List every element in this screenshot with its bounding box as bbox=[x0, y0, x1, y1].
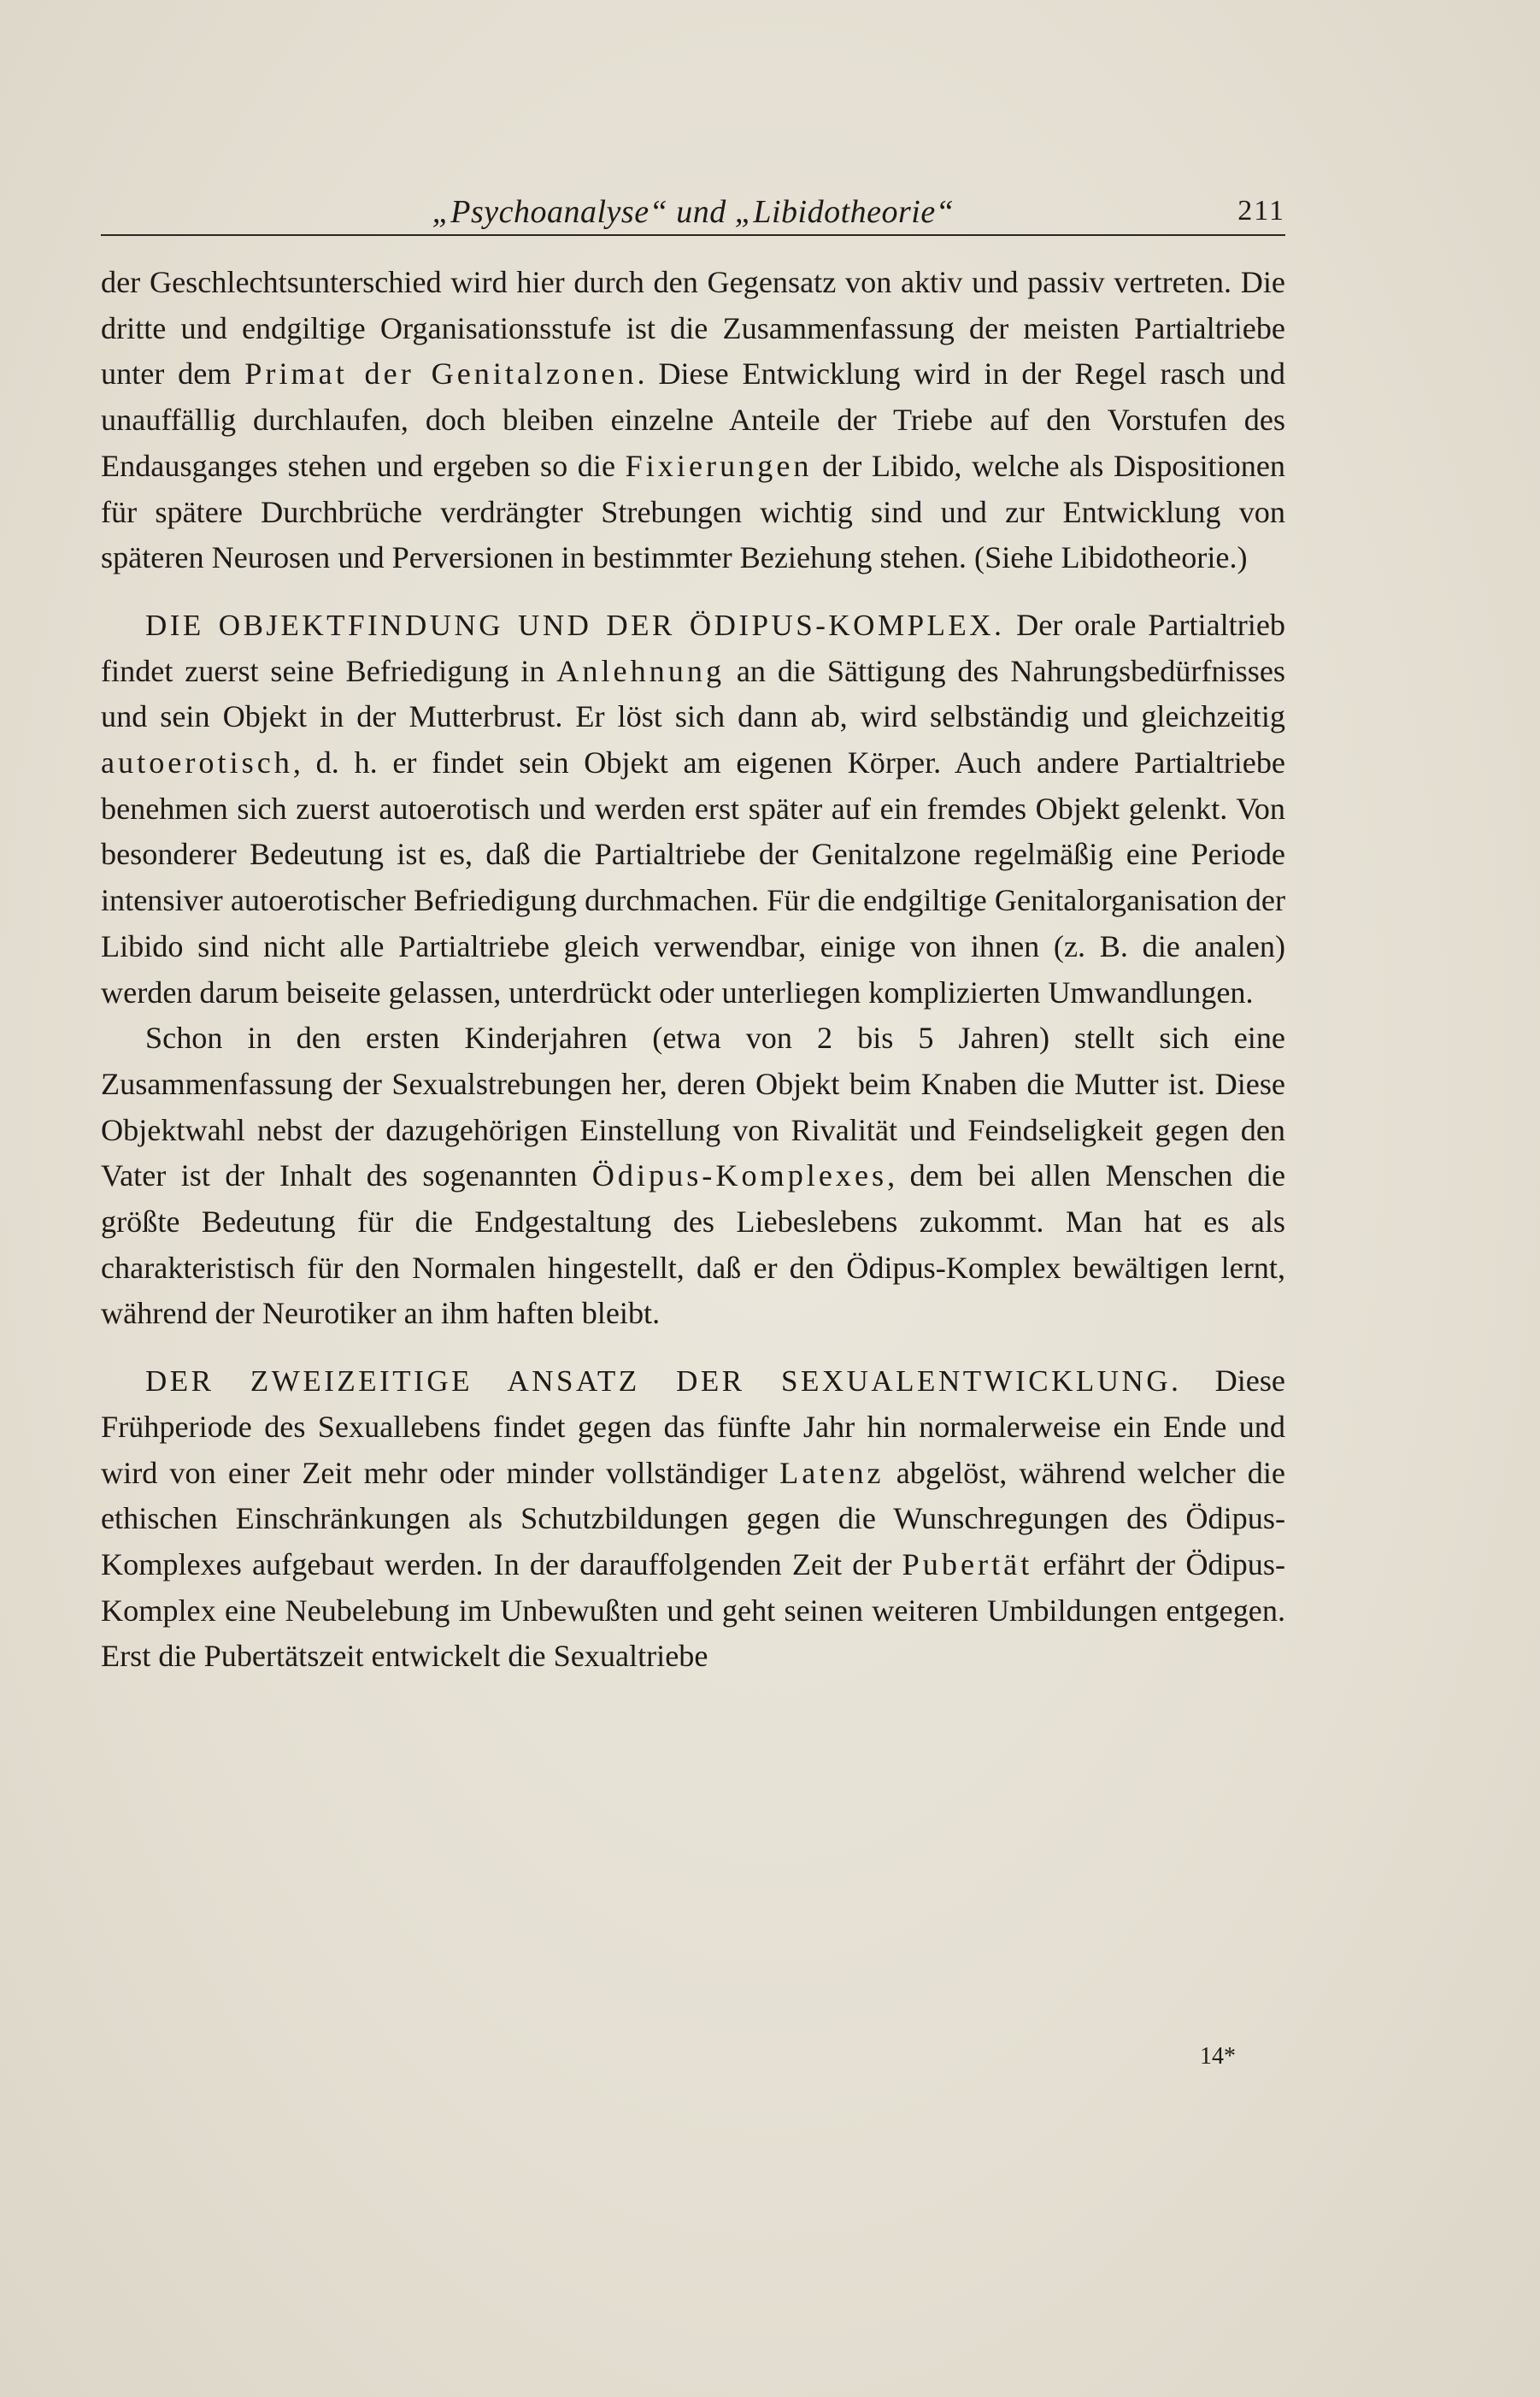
text-run: Der orale Partialtrieb findet zuerst seine Befriedigung in bbox=[101, 607, 1285, 688]
page-number: 211 bbox=[1237, 195, 1285, 227]
text-run: der Libido, welche als Dispositionen für spätere Durchbrüche verdrängter Strebungen wichtig sind und zur Entwicklung von späteren Neurosen und Perversionen in bestimmter Beziehung stehen. (Siehe Libidotheorie.) bbox=[101, 448, 1285, 575]
signature-mark: 14* bbox=[1200, 2043, 1236, 2070]
body-text bbox=[101, 260, 1285, 1680]
text-run: Diese Frühperiode des Sexuallebens findet gegen das fünfte Jahr hin normalerweise ein Ende und wird von einer Zeit mehr oder minder vollständiger bbox=[101, 1363, 1285, 1490]
spaced-emphasis: Pubertät bbox=[902, 1546, 1033, 1581]
spaced-emphasis: Fixierungen bbox=[625, 448, 813, 483]
paragraph-1 bbox=[101, 260, 1285, 581]
spaced-emphasis: Latenz bbox=[779, 1455, 885, 1490]
running-title: „Psychoanalyse“ und „Libidotheorie“ bbox=[432, 194, 955, 230]
section-heading-zweizeitiger-ansatz: DER ZWEIZEITIGE ANSATZ DER SEXUALENTWICKLUNG. bbox=[145, 1364, 1182, 1399]
paragraph-3 bbox=[101, 1016, 1285, 1337]
text-run: der Geschlechtsunterschied wird hier durch den Gegensatz von aktiv und passiv vertreten. Die dritte und endgiltige Organisationsstufe ist die Zusammenfassung der meisten Partialtriebe unter dem bbox=[101, 265, 1285, 392]
spaced-emphasis: autoerotisch bbox=[101, 745, 293, 780]
spaced-emphasis: Ödipus-Komplexes bbox=[591, 1158, 888, 1193]
section-heading-objektfindung: DIE OBJEKTFINDUNG UND DER ÖDIPUS-KOMPLEX. bbox=[145, 608, 1005, 642]
spaced-emphasis: Primat der Genitalzonen bbox=[244, 356, 638, 392]
text-run: Schon in den ersten Kinderjahren (etwa von 2 bis 5 Jahren) stellt sich eine Zusammenfassung der Sexualstrebungen her, deren Objekt beim Knaben die Mutter ist. Diese Objektwahl nebst der dazugehörigen Einstellung von Rivalität und Feindseligkeit gegen den Vater ist der Inhalt des sogenannten bbox=[101, 1021, 1285, 1193]
text-run: erfährt der Ödipus-Komplex eine Neubelebung im Unbewußten und geht seinen weiteren Umbildungen entgegen. Erst die Pubertätszeit entwickelt die Sexualtriebe bbox=[101, 1546, 1285, 1674]
text-run: , dem bei allen Menschen die größte Bedeutung für die Endgestaltung des Liebeslebens zukommt. Man hat es als charakteristisch für den Normalen hingestellt, daß er den Ödipus-Komplex bewältigen lernt, während der Neurotiker an ihm haften bleibt. bbox=[101, 1158, 1286, 1331]
text-run: abgelöst, während welcher die ethischen Einschränkungen als Schutzbildungen gegen die Wunschregungen des Ödipus-Komplexes aufgebaut werden. In der darauffolgenden Zeit der bbox=[101, 1455, 1285, 1581]
text-run: an die Sättigung des Nahrungsbedürfnisses und sein Objekt in der Mutterbrust. Er löst sich dann ab, wird selbständig und gleichzeitig bbox=[101, 653, 1285, 734]
paragraph-4 bbox=[101, 1358, 1285, 1680]
page-header bbox=[101, 193, 1285, 236]
spaced-emphasis: Anlehnung bbox=[556, 653, 726, 688]
text-run: , d. h. er findet sein Objekt am eigenen Körper. Auch andere Partialtriebe benehmen sich zuerst autoerotisch und werden erst später auf ein fremdes Objekt gelenkt. Von besonderer Bedeutung ist es, daß die Partialtriebe der Genitalzone regelmäßig eine Periode intensiver autoerotischer Befriedigung durchmachen. Für die endgiltige Genitalorganisation der Libido sind nicht alle Partialtriebe gleich verwendbar, einige von ihnen (z. B. die analen) werden darum beiseite gelassen, unterdrückt oder unterliegen komplizierten Umwandlungen. bbox=[101, 745, 1285, 1010]
paragraph-2 bbox=[101, 603, 1285, 1016]
text-run: . Diese Entwicklung wird in der Regel rasch und unauffällig durchlaufen, doch bleiben einzelne Anteile der Triebe auf den Vorstufen des Endausganges stehen und ergeben so die bbox=[101, 356, 1285, 483]
